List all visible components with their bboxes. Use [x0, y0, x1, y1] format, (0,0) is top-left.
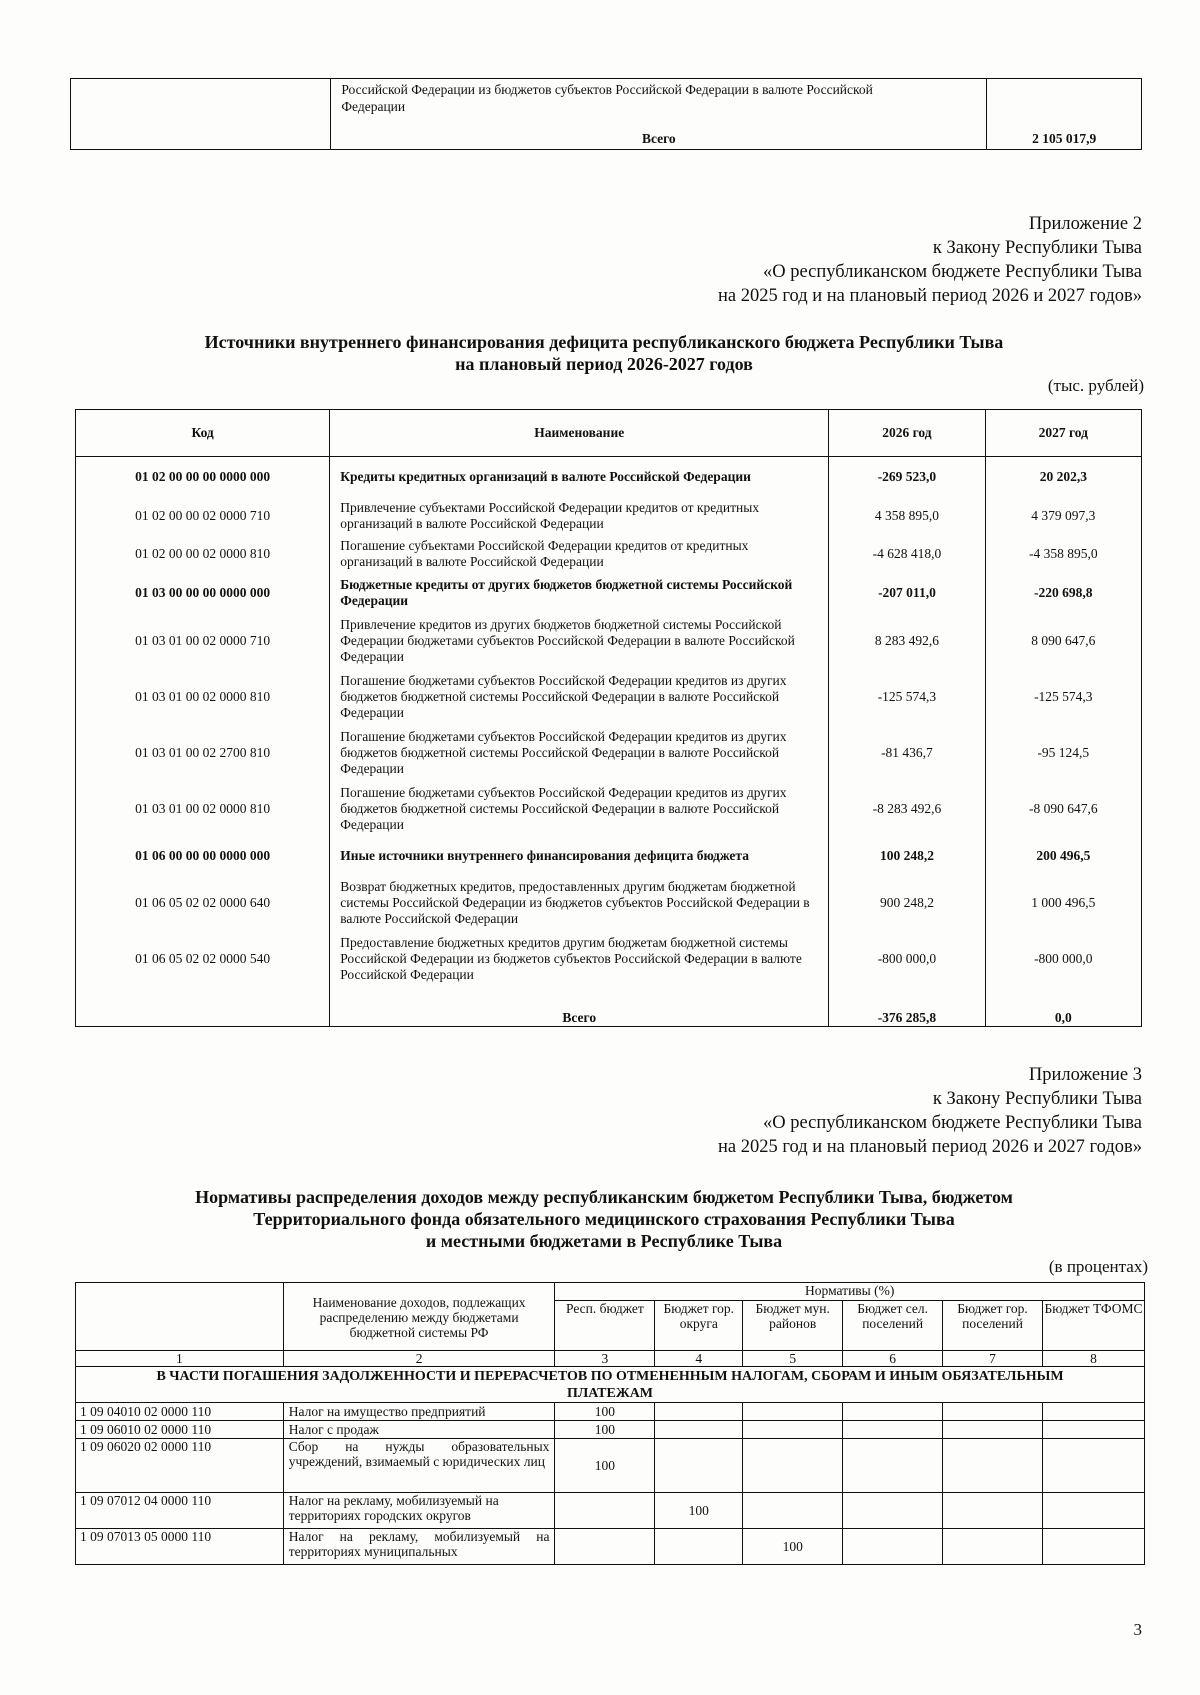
row-name: Бюджетные кредиты от других бюджетов бюджетной системы Российской Федерации — [330, 573, 829, 613]
column-number: 8 — [1043, 1351, 1145, 1367]
row-2027: 200 496,5 — [985, 837, 1141, 875]
table-row — [76, 1529, 1145, 1565]
appendix2-line1: Приложение 2 — [1028, 214, 1142, 234]
row-value: 100 — [555, 1421, 655, 1439]
total-label: Всего — [330, 987, 829, 1027]
table1-header-row — [76, 410, 1142, 457]
row-name: Возврат бюджетных кредитов, предоставленных другим бюджетам бюджетной системы Российской Федерации из бюджетов субъектов Российской Федерации в валюте Российской Федерации — [330, 875, 829, 931]
table-row — [76, 1421, 1145, 1439]
row-value — [555, 1529, 655, 1565]
table2-title-line3: и местными бюджетами в Республике Тыва — [425, 1231, 783, 1251]
row-2027: -800 000,0 — [985, 931, 1141, 987]
row-name: Налог на рекламу, мобилизуемый на территориях городских округов — [283, 1493, 555, 1529]
row-2027: 20 202,3 — [985, 457, 1141, 497]
table-row — [76, 457, 1142, 497]
appendix2-line4: на 2025 год и на плановый период 2026 и 2027 годов» — [718, 286, 1142, 306]
row-value — [943, 1403, 1043, 1421]
row-name: Погашение бюджетами субъектов Российской Федерации кредитов из других бюджетов бюджетной системы Российской Федерации в валюте Российской Федерации — [330, 781, 829, 837]
row-value — [555, 1493, 655, 1529]
row-code: 01 03 01 00 02 0000 810 — [76, 781, 330, 837]
row-2026: -125 574,3 — [829, 669, 985, 725]
table2-title-line1: Нормативы распределения доходов между республиканским бюджетом Республики Тыва, бюджетом — [195, 1187, 1013, 1207]
row-code: 01 06 05 02 02 0000 540 — [76, 931, 330, 987]
row-2027: -220 698,8 — [985, 573, 1141, 613]
table-row — [76, 573, 1142, 613]
fragment-total-value: 2 105 017,9 — [1032, 131, 1097, 146]
row-value — [743, 1493, 843, 1529]
column-number: 3 — [555, 1351, 655, 1367]
fragment-code-cell — [71, 79, 331, 150]
row-code: 1 09 07012 04 0000 110 — [76, 1493, 284, 1529]
appendix3-line1: Приложение 3 — [1028, 1065, 1142, 1085]
row-code: 01 03 00 00 00 0000 000 — [76, 573, 330, 613]
row-2026: -81 436,7 — [829, 725, 985, 781]
table-row — [76, 497, 1142, 535]
row-value — [843, 1529, 943, 1565]
row-name: Погашение бюджетами субъектов Российской Федерации кредитов из других бюджетов бюджетной системы Российской Федерации в валюте Российской Федерации — [330, 669, 829, 725]
table-row — [76, 725, 1142, 781]
row-2026: -269 523,0 — [829, 457, 985, 497]
row-2026: -8 283 492,6 — [829, 781, 985, 837]
row-value: 100 — [555, 1403, 655, 1421]
row-value — [843, 1493, 943, 1529]
column-number-row — [76, 1351, 1145, 1367]
row-value — [1043, 1421, 1145, 1439]
table-row — [76, 1493, 1145, 1529]
row-code: 1 09 04010 02 0000 110 — [76, 1403, 284, 1421]
row-2027: -8 090 647,6 — [985, 781, 1141, 837]
row-code: 01 03 01 00 02 0000 710 — [76, 613, 330, 669]
table-row — [76, 1439, 1145, 1493]
row-value — [743, 1439, 843, 1493]
appendix3-line3: «О республиканском бюджете Республики Тыва — [763, 1113, 1142, 1133]
row-name: Сбор на нужды образовательных учреждений, взимаемый с юридических лиц — [283, 1439, 555, 1493]
row-code: 01 02 00 00 02 0000 810 — [76, 535, 330, 573]
appendix2-line2: к Закону Республики Тыва — [932, 238, 1142, 258]
header-2026: 2026 год — [829, 410, 985, 457]
row-code: 01 03 01 00 02 0000 810 — [76, 669, 330, 725]
row-value — [843, 1439, 943, 1493]
row-code: 01 02 00 00 02 0000 710 — [76, 497, 330, 535]
row-2027: 4 379 097,3 — [985, 497, 1141, 535]
row-name: Предоставление бюджетных кредитов другим бюджетам бюджетной системы Российской Федерации из бюджетов субъектов Российской Федерации в валюте Российской Федерации — [330, 931, 829, 987]
fragment-name-text: Российской Федерации из бюджетов субъектов Российской Федерации в валюте Российской Федерации — [341, 82, 873, 114]
row-value: 100 — [555, 1439, 655, 1493]
header-norms-group: Нормативы (%) — [555, 1283, 1145, 1301]
subheader-city-district: Бюджет гор. округа — [655, 1301, 743, 1351]
column-number: 2 — [283, 1351, 555, 1367]
subheader-rural-settlements: Бюджет сел. поселений — [843, 1301, 943, 1351]
subheader-urban-settlements: Бюджет гор. поселений — [943, 1301, 1043, 1351]
header-code: Код — [76, 410, 330, 457]
row-2027: 1 000 496,5 — [985, 875, 1141, 931]
row-value — [943, 1439, 1043, 1493]
row-2026: -207 011,0 — [829, 573, 985, 613]
table2-unit: (в процентах) — [1048, 1257, 1148, 1276]
section-heading: В ЧАСТИ ПОГАШЕНИЯ ЗАДОЛЖЕННОСТИ И ПЕРЕРАСЧЕТОВ ПО ОТМЕНЕННЫМ НАЛОГАМ, СБОРАМ И ИНЫМ ОБЯЗАТЕЛЬНЫМ ПЛАТЕЖАМ — [76, 1367, 1145, 1403]
row-2026: 8 283 492,6 — [829, 613, 985, 669]
row-2027: -125 574,3 — [985, 669, 1141, 725]
table-row — [76, 837, 1142, 875]
row-value — [655, 1403, 743, 1421]
row-value — [743, 1421, 843, 1439]
row-2026: 4 358 895,0 — [829, 497, 985, 535]
row-value: 100 — [743, 1529, 843, 1565]
row-2026: -4 628 418,0 — [829, 535, 985, 573]
subheader-resp-budget: Респ. бюджет — [555, 1301, 655, 1351]
row-value — [1043, 1493, 1145, 1529]
table-row — [76, 781, 1142, 837]
table1-total-row — [76, 987, 1142, 1027]
fragment-value-cell — [987, 79, 1142, 150]
row-name: Погашение бюджетами субъектов Российской Федерации кредитов из других бюджетов бюджетной системы Российской Федерации в валюте Российской Федерации — [330, 725, 829, 781]
row-name: Погашение субъектами Российской Федерации кредитов от кредитных организаций в валюте Российской Федерации — [330, 535, 829, 573]
appendix3-line4: на 2025 год и на плановый период 2026 и 2027 годов» — [718, 1137, 1142, 1157]
table-row — [76, 613, 1142, 669]
row-2026: 900 248,2 — [829, 875, 985, 931]
total-2026: -376 285,8 — [829, 987, 985, 1027]
appendix2-header — [718, 212, 1142, 308]
row-2026: 100 248,2 — [829, 837, 985, 875]
fragment-total-label: Всего — [641, 131, 676, 146]
appendix2-line3: «О республиканском бюджете Республики Тыва — [763, 262, 1142, 282]
header-name: Наименование — [330, 410, 829, 457]
header-income-name: Наименование доходов, подлежащих распределению между бюджетами бюджетной системы РФ — [283, 1283, 555, 1351]
row-value — [843, 1421, 943, 1439]
row-value — [1043, 1439, 1145, 1493]
column-number: 7 — [943, 1351, 1043, 1367]
column-number: 1 — [76, 1351, 284, 1367]
column-number: 4 — [655, 1351, 743, 1367]
row-value — [655, 1529, 743, 1565]
appendix3-header — [718, 1063, 1142, 1159]
row-name: Налог с продаж — [283, 1421, 555, 1439]
table1-title — [70, 331, 1138, 375]
row-code: 1 09 06020 02 0000 110 — [76, 1439, 284, 1493]
row-name: Привлечение кредитов из других бюджетов бюджетной системы Российской Федерации бюджетами субъектов Российской Федерации в валюте Российской Федерации — [330, 613, 829, 669]
row-value — [655, 1421, 743, 1439]
table-row — [76, 875, 1142, 931]
financing-sources-table — [75, 409, 1142, 1027]
fragment-name-cell — [331, 79, 987, 150]
subheader-mun-districts: Бюджет мун. районов — [743, 1301, 843, 1351]
row-code: 1 09 07013 05 0000 110 — [76, 1529, 284, 1565]
row-name: Налог на имущество предприятий — [283, 1403, 555, 1421]
table-row — [76, 1403, 1145, 1421]
row-code: 01 06 00 00 00 0000 000 — [76, 837, 330, 875]
row-code: 01 06 05 02 02 0000 640 — [76, 875, 330, 931]
row-value — [843, 1403, 943, 1421]
table1-unit: (тыс. рублей) — [1047, 376, 1144, 395]
table-row — [76, 669, 1142, 725]
header-code-cell — [76, 1283, 284, 1351]
row-value — [1043, 1403, 1145, 1421]
row-2027: -4 358 895,0 — [985, 535, 1141, 573]
header-2027: 2027 год — [985, 410, 1141, 457]
appendix3-line2: к Закону Республики Тыва — [932, 1089, 1142, 1109]
row-value — [943, 1493, 1043, 1529]
row-code: 01 03 01 00 02 2700 810 — [76, 725, 330, 781]
previous-table-fragment — [70, 78, 1142, 150]
row-name: Иные источники внутреннего финансирования дефицита бюджета — [330, 837, 829, 875]
table1-title-line2: на плановый период 2026-2027 годов — [455, 354, 753, 374]
total-2027: 0,0 — [985, 987, 1141, 1027]
page-number: 3 — [1133, 1620, 1142, 1639]
row-2026: -800 000,0 — [829, 931, 985, 987]
row-2027: 8 090 647,6 — [985, 613, 1141, 669]
row-value — [943, 1421, 1043, 1439]
table-row — [76, 535, 1142, 573]
row-value — [1043, 1529, 1145, 1565]
row-value: 100 — [655, 1493, 743, 1529]
table-row — [76, 931, 1142, 987]
row-value — [943, 1529, 1043, 1565]
row-2027: -95 124,5 — [985, 725, 1141, 781]
total-empty-cell — [76, 987, 330, 1027]
column-number: 6 — [843, 1351, 943, 1367]
table2-title-line2: Территориального фонда обязательного медицинского страхования Республики Тыва — [253, 1209, 955, 1229]
row-name: Налог на рекламу, мобилизуемый на территориях муниципальных — [283, 1529, 555, 1565]
table1-title-line1: Источники внутреннего финансирования дефицита республиканского бюджета Республики Тыва — [204, 332, 1004, 352]
row-code: 01 02 00 00 00 0000 000 — [76, 457, 330, 497]
row-value — [655, 1439, 743, 1493]
column-number: 5 — [743, 1351, 843, 1367]
revenue-norms-table — [75, 1282, 1145, 1565]
row-name: Кредиты кредитных организаций в валюте Российской Федерации — [330, 457, 829, 497]
row-value — [743, 1403, 843, 1421]
subheader-tfoms: Бюджет ТФОМС — [1043, 1301, 1145, 1351]
row-name: Привлечение субъектами Российской Федерации кредитов от кредитных организаций в валюте Российской Федерации — [330, 497, 829, 535]
row-code: 1 09 06010 02 0000 110 — [76, 1421, 284, 1439]
table2-title — [70, 1186, 1138, 1252]
